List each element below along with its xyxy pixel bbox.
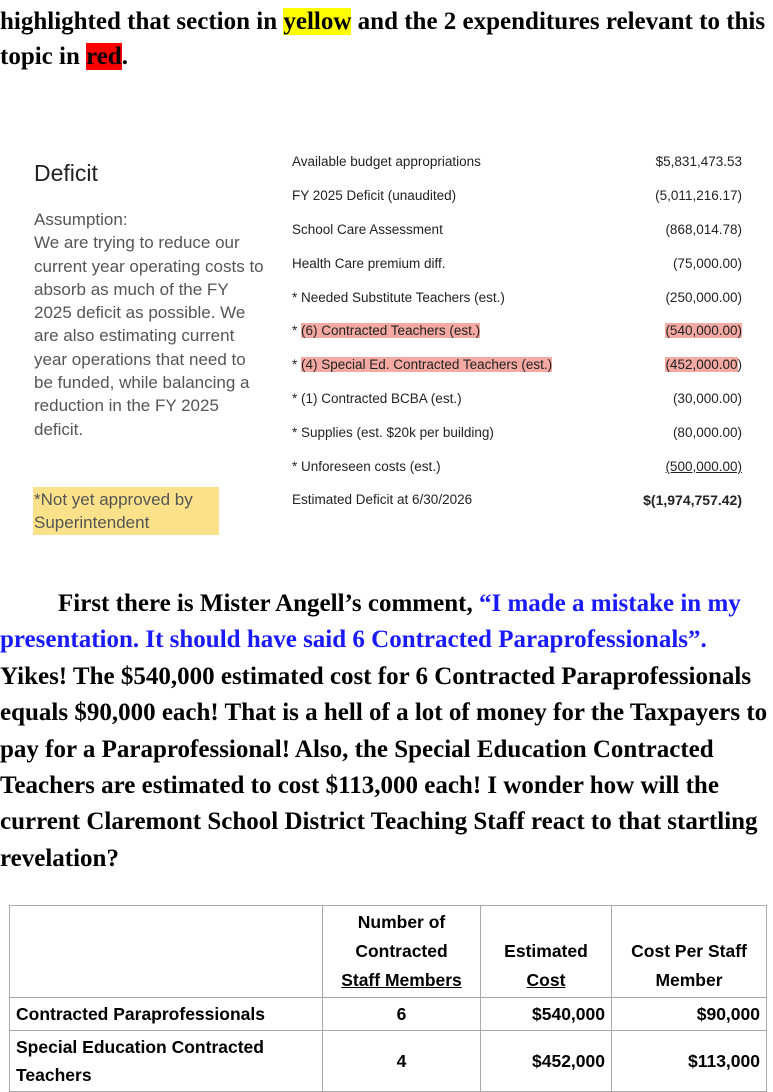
budget-row-label: FY 2025 Deficit (unaudited)	[292, 188, 457, 203]
budget-row-label: Available budget appropriations	[292, 154, 481, 169]
budget-row	[290, 383, 742, 417]
budget-row-label: School Care Assessment	[292, 222, 443, 237]
row-cost: $452,000	[481, 1031, 612, 1092]
budget-row-amount: (75,000.00)	[672, 256, 742, 271]
budget-row-amount: (868,014.78)	[665, 222, 742, 237]
header-estimated-cost	[481, 906, 612, 998]
budget-row-label: * Supplies (est. $20k per building)	[292, 425, 494, 440]
budget-row-highlighted	[290, 315, 742, 349]
budget-row-amount: (250,000.00)	[665, 290, 742, 305]
summary-table	[9, 905, 767, 1092]
row-cost: $540,000	[481, 998, 612, 1031]
header-text: Number of	[357, 912, 446, 932]
budget-row	[290, 417, 742, 451]
asterisk-prefix: *	[292, 323, 302, 338]
budget-row-label	[292, 323, 480, 338]
header-text: Contracted	[355, 941, 448, 961]
intro-part1: highlighted that section in	[0, 8, 284, 35]
budget-row-label	[292, 357, 552, 372]
highlighted-label: (6) Contracted Teachers (est.)	[301, 323, 481, 338]
header-staff-count	[323, 906, 481, 998]
budget-row-label: Health Care premium diff.	[292, 256, 446, 271]
budget-row-label: * (1) Contracted BCBA (est.)	[292, 391, 462, 406]
intro-part3: .	[121, 43, 129, 70]
header-text: Staff Members	[341, 970, 462, 990]
header-text: Cost Per Staff	[631, 941, 747, 961]
not-approved-note: *Not yet approved by Superintendent	[33, 487, 219, 535]
budget-row-amount: (80,000.00)	[672, 425, 742, 440]
budget-row	[290, 214, 742, 248]
intro-text	[0, 4, 773, 74]
row-count: 6	[323, 998, 481, 1031]
intro-part2: and the 2 expenditures relevant to this topic in	[0, 8, 766, 70]
amount-tail: )	[737, 357, 742, 372]
budget-row-amount: (500,000.00)	[665, 459, 742, 474]
quoted-comment: “I made a mistake in my presentation. It should have said 6 Contracted Paraprofessionals”.	[0, 590, 741, 654]
budget-row-total	[290, 484, 742, 518]
header-text: Cost	[526, 970, 566, 990]
header-text: Member	[655, 970, 723, 990]
budget-row-label: Estimated Deficit at 6/30/2026	[292, 492, 473, 507]
slide-title: Deficit	[34, 160, 98, 186]
row-cost-per: $113,000	[612, 1031, 767, 1092]
budget-row	[290, 451, 742, 485]
deficit-slide-figure	[0, 140, 773, 540]
row-count: 4	[323, 1031, 481, 1092]
budget-row	[290, 248, 742, 282]
budget-row-amount: (30,000.00)	[672, 391, 742, 406]
paragraph-body: Yikes! The $540,000 estimated cost for 6 Contracted Paraprofessionals equals $90,000 each! That is a hell of a lot of money for the Taxpayers to pay for a Paraprofessional! Also, the Special Education Contracted Teachers are estimated to cost $113,000 each! I wonder how will the current Claremont School District Teaching Staff react to that startling revelation?	[0, 662, 768, 872]
paragraph-lead: First there is Mister Angell’s comment,	[58, 590, 479, 617]
row-label: Contracted Paraprofessionals	[10, 998, 323, 1031]
row-label: Special Education Contracted Teachers	[10, 1031, 323, 1092]
highlighted-label: (4) Special Ed. Contracted Teachers (est.)	[301, 357, 553, 372]
budget-row-amount	[665, 357, 742, 372]
budget-row-amount: $5,831,473.53	[655, 154, 742, 169]
header-text: Estimated	[504, 941, 588, 961]
budget-row	[290, 146, 742, 180]
yellow-highlight-word: yellow	[283, 8, 352, 35]
table-row	[10, 1031, 767, 1092]
highlighted-amount: (452,000.00	[665, 357, 738, 372]
budget-row-label: * Unforeseen costs (est.)	[292, 459, 441, 474]
table-header-row	[10, 906, 767, 998]
red-highlight-word: red	[86, 43, 122, 70]
budget-row	[290, 282, 742, 316]
total-amount: $(1,974,757.42)	[643, 492, 742, 508]
budget-row-label: * Needed Substitute Teachers (est.)	[292, 290, 505, 305]
assumption-text: We are trying to reduce our current year operating costs to absorb as much of the FY 2025 deficit as possible. We are also estimating current year operations that need to be funded, while balancing a reduction in the FY 2025 deficit.	[34, 233, 264, 439]
assumption-heading: Assumption:	[34, 210, 128, 229]
commentary-paragraph	[0, 586, 773, 877]
budget-row	[290, 180, 742, 214]
row-cost-per: $90,000	[612, 998, 767, 1031]
header-cost-per-staff	[612, 906, 767, 998]
budget-row-amount: (5,011,216.17)	[655, 188, 742, 203]
assumption-block	[34, 208, 266, 441]
asterisk-prefix: *	[292, 357, 302, 372]
highlighted-amount: (540,000.00)	[665, 323, 742, 338]
table-row	[10, 998, 767, 1031]
budget-row-highlighted	[290, 349, 742, 383]
header-empty	[10, 906, 323, 998]
